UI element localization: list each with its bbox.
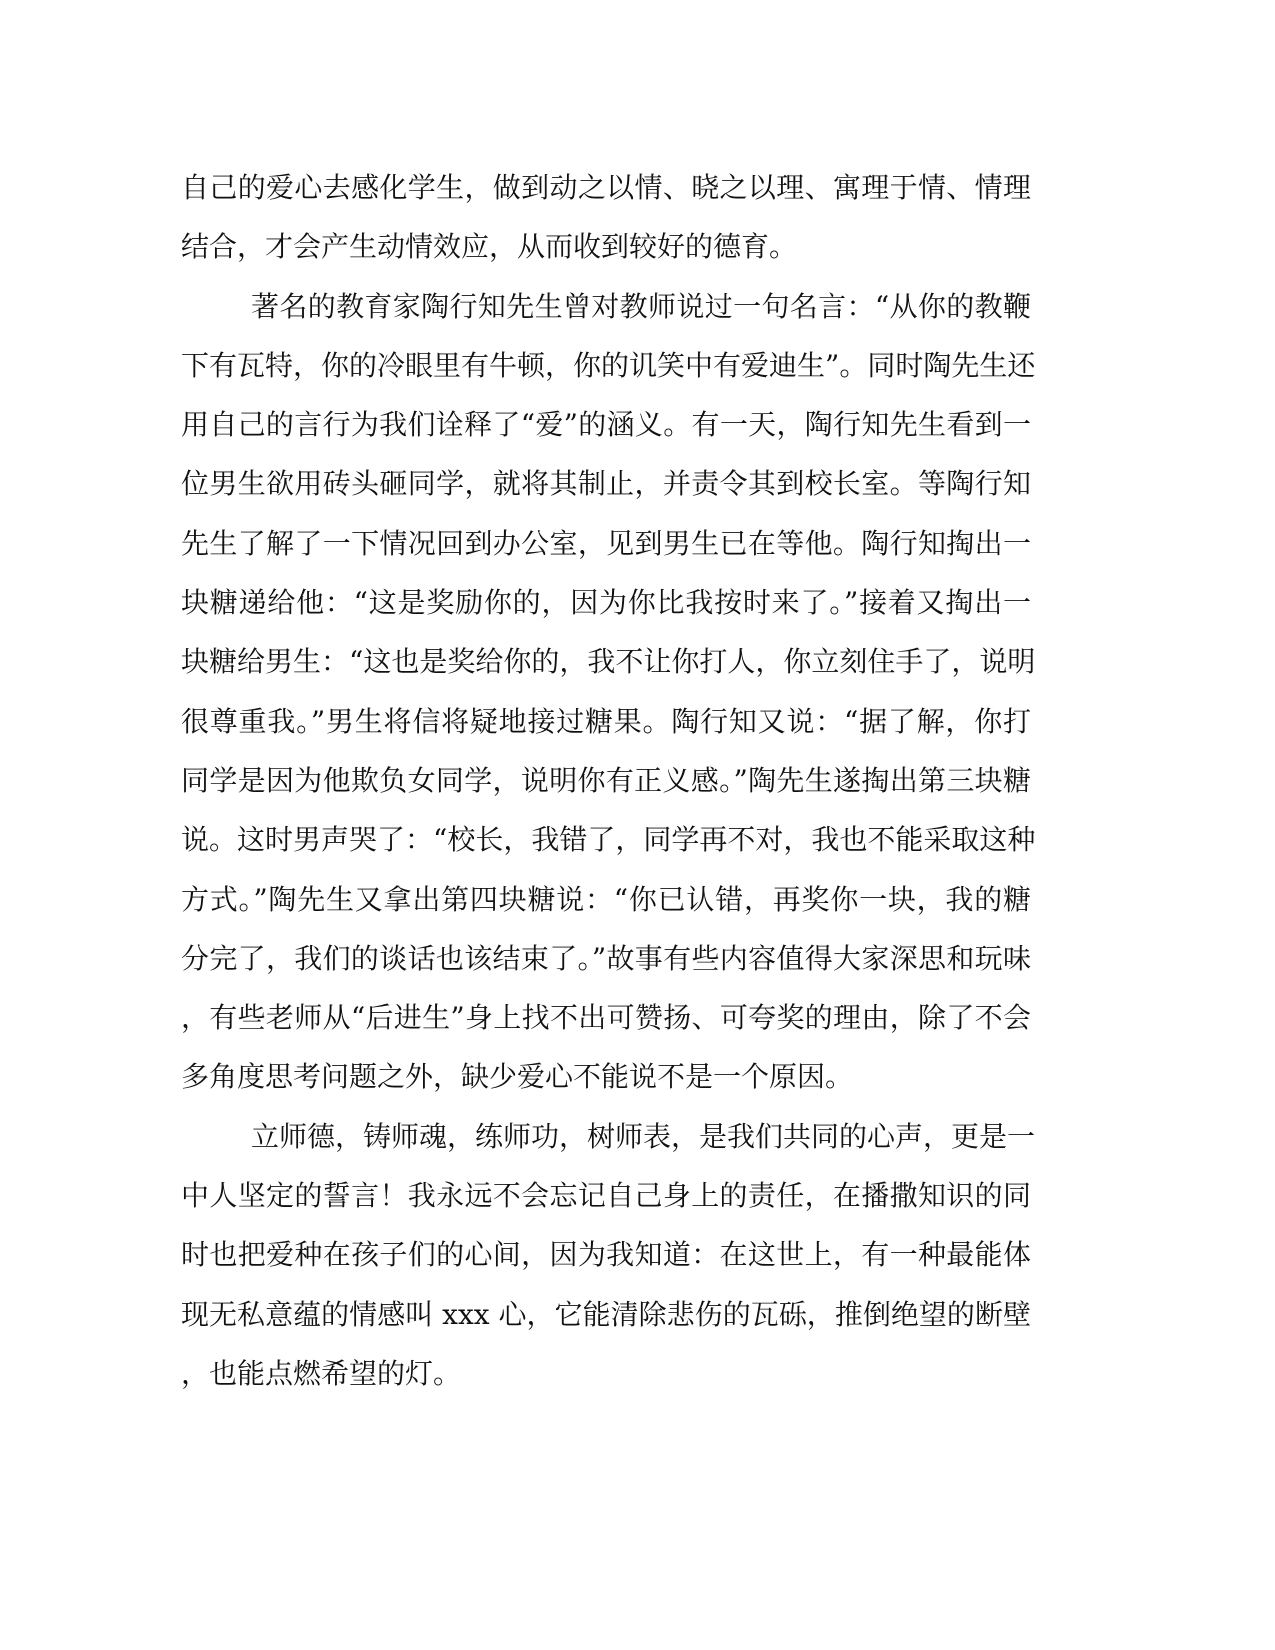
text-line: 多角度思考问题之外，缺少爱心不能说不是一个原因。 xyxy=(181,1060,854,1094)
text-line: 下有瓦特，你的冷眼里有牛顿，你的讥笑中有爱迪生”。同时陶先生还 xyxy=(181,348,1036,382)
text-line: 块糖递给他：“这是奖励你的，因为你比我按时来了。”接着又掏出一 xyxy=(181,586,1031,620)
text-line: 先生了解了一下情况回到办公室，见到男生已在等他。陶行知掏出一 xyxy=(181,526,1031,560)
paragraph xyxy=(181,1107,1036,1403)
text-line: 很尊重我。”男生将信将疑地接过糖果。陶行知又说：“据了解，你打 xyxy=(181,704,1031,738)
text-line: 结合，才会产生动情效应，从而收到较好的德育。 xyxy=(181,230,798,264)
paragraph xyxy=(181,277,1036,1107)
text-line: 自己的爱心去感化学生，做到动之以情、晓之以理、寓理于情、情理 xyxy=(181,171,1031,204)
text-line: 时也把爱种在孩子们的心间，因为我知道：在这世上，有一种最能体 xyxy=(181,1238,1031,1272)
text-line: ，也能点燃希望的灯。 xyxy=(181,1356,462,1390)
document-body xyxy=(181,158,1036,1403)
text-line: ，有些老师从“后进生”身上找不出可赞扬、可夸奖的理由，除了不会 xyxy=(181,1001,1031,1035)
text-line: 现无私意蕴的情感叫 xxx 心，它能清除悲伤的瓦砾，推倒绝望的断壁 xyxy=(181,1297,1031,1331)
text-line: 同学是因为他欺负女同学，说明你有正义感。”陶先生遂掏出第三块糖 xyxy=(181,763,1031,797)
text-line: 方式。”陶先生又拿出第四块糖说：“你已认错，再奖你一块，我的糖 xyxy=(181,882,1031,916)
text-line: 分完了，我们的谈话也该结束了。”故事有些内容值得大家深思和玩味 xyxy=(181,941,1031,975)
text-line: 说。这时男声哭了：“校长，我错了，同学再不对，我也不能采取这种 xyxy=(181,823,1036,857)
text-line: 块糖给男生：“这也是奖给你的，我不让你打人，你立刻住手了，说明 xyxy=(181,645,1036,679)
text-line: 著名的教育家陶行知先生曾对教师说过一句名言：“从你的教鞭 xyxy=(251,289,1031,323)
text-line: 位男生欲用砖头砸同学，就将其制止，并责令其到校长室。等陶行知 xyxy=(181,467,1031,501)
text-line: 中人坚定的誓言！我永远不会忘记自己身上的责任，在播撒知识的同 xyxy=(181,1179,1031,1213)
paragraph xyxy=(181,158,1031,277)
text-line: 用自己的言行为我们诠释了“爱”的涵义。有一天，陶行知先生看到一 xyxy=(181,408,1031,442)
text-line: 立师德，铸师魂，练师功，树师表，是我们共同的心声，更是一 xyxy=(251,1119,1036,1153)
